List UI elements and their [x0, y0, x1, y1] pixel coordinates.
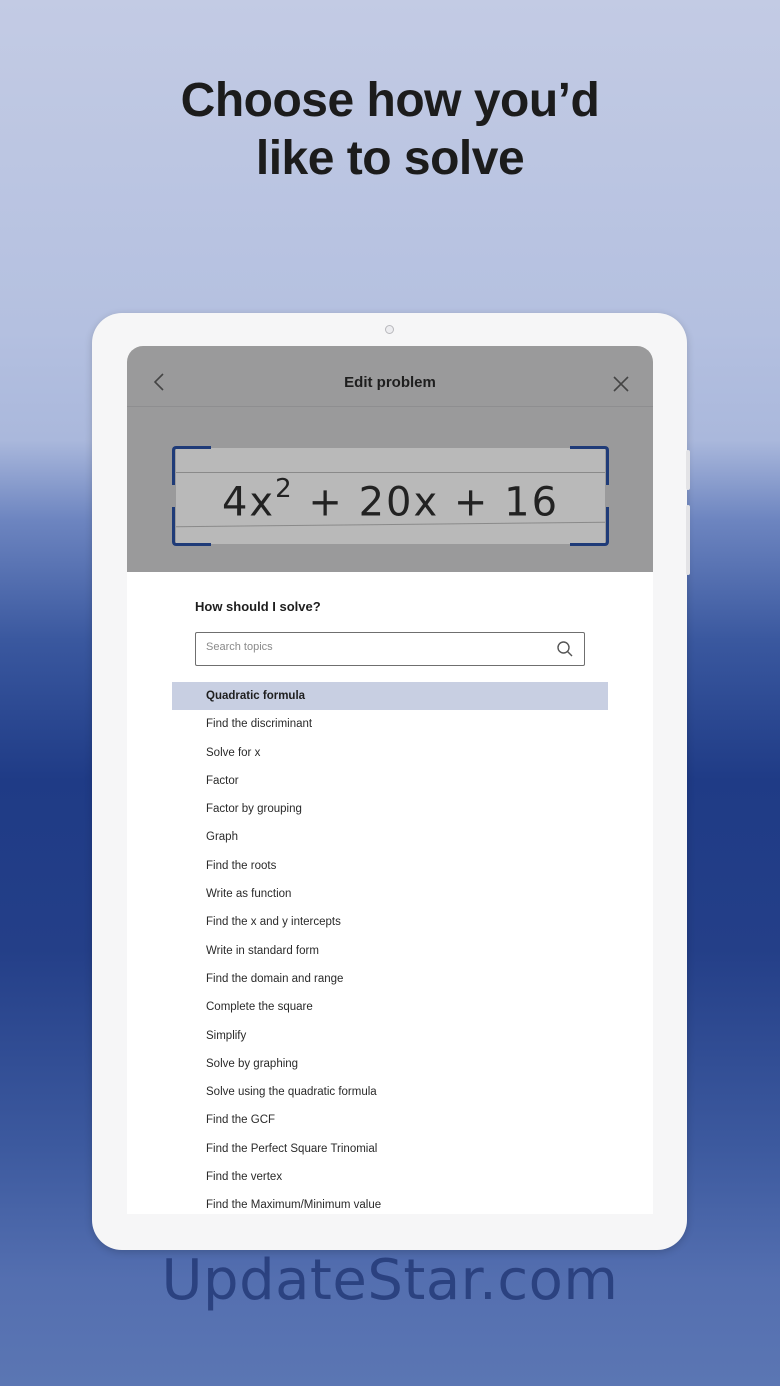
topic-list-item[interactable]: Complete the square	[206, 1001, 313, 1014]
topic-list-item[interactable]: Graph	[206, 831, 238, 844]
topic-list-item[interactable]: Simplify	[206, 1029, 247, 1042]
page-title: Edit problem	[344, 374, 436, 391]
app-screen	[127, 346, 653, 1214]
topic-list-item[interactable]: Solve using the quadratic formula	[206, 1086, 377, 1099]
equation-rest: + 20x + 16	[293, 479, 560, 526]
close-button[interactable]	[607, 370, 635, 398]
topic-list-item[interactable]: Factor	[206, 774, 239, 787]
topic-list-item[interactable]: Find the vertex	[206, 1171, 283, 1184]
tablet-side-button	[686, 505, 690, 575]
solve-method-label: How should I solve?	[195, 599, 321, 614]
close-icon	[613, 376, 629, 392]
watermark: UpdateStar.com	[161, 1248, 619, 1313]
search-icon[interactable]	[556, 640, 574, 658]
crop-corner-top-right[interactable]	[570, 446, 609, 485]
topic-list	[172, 682, 608, 1214]
topic-list-item[interactable]: Write as function	[206, 888, 292, 901]
topic-list-item[interactable]: Find the Maximum/Minimum value	[206, 1199, 382, 1212]
tablet-side-button	[686, 450, 690, 490]
topic-list-item[interactable]: Factor by grouping	[206, 803, 302, 816]
topic-list-item[interactable]: Find the GCF	[206, 1114, 276, 1127]
crop-corner-bottom-right[interactable]	[570, 507, 609, 546]
headline	[0, 72, 780, 188]
handwritten-equation	[176, 474, 605, 526]
topic-list-item[interactable]: Find the discriminant	[206, 718, 313, 731]
topic-list-item[interactable]: Find the Perfect Square Trinomial	[206, 1142, 378, 1155]
scan-crop-frame[interactable]	[172, 446, 609, 546]
equation-term: 4x	[221, 479, 276, 526]
headline-line-1: Choose how you’d	[180, 74, 600, 127]
headline-line-2: like to solve	[255, 132, 525, 185]
equation-exponent: 2	[275, 474, 294, 504]
topic-list-item[interactable]: Solve by graphing	[206, 1057, 299, 1070]
tablet-camera	[385, 325, 394, 334]
topic-list-item[interactable]: Find the domain and range	[206, 972, 344, 985]
topic-list-item[interactable]: Find the roots	[206, 859, 277, 872]
scanned-problem-image	[176, 448, 605, 544]
topic-list-item[interactable]: Write in standard form	[206, 944, 319, 957]
paper-rule-line	[176, 472, 605, 473]
search-input[interactable]	[206, 641, 536, 653]
topic-list-item[interactable]: Solve for x	[206, 746, 261, 759]
crop-corner-bottom-left[interactable]	[172, 507, 211, 546]
scan-preview-area	[127, 346, 653, 572]
search-box[interactable]	[195, 632, 585, 666]
app-header	[127, 346, 653, 407]
topic-list-item[interactable]: Find the x and y intercepts	[206, 916, 341, 929]
crop-corner-top-left[interactable]	[172, 446, 211, 485]
topic-list-item[interactable]: Quadratic formula	[172, 682, 608, 710]
